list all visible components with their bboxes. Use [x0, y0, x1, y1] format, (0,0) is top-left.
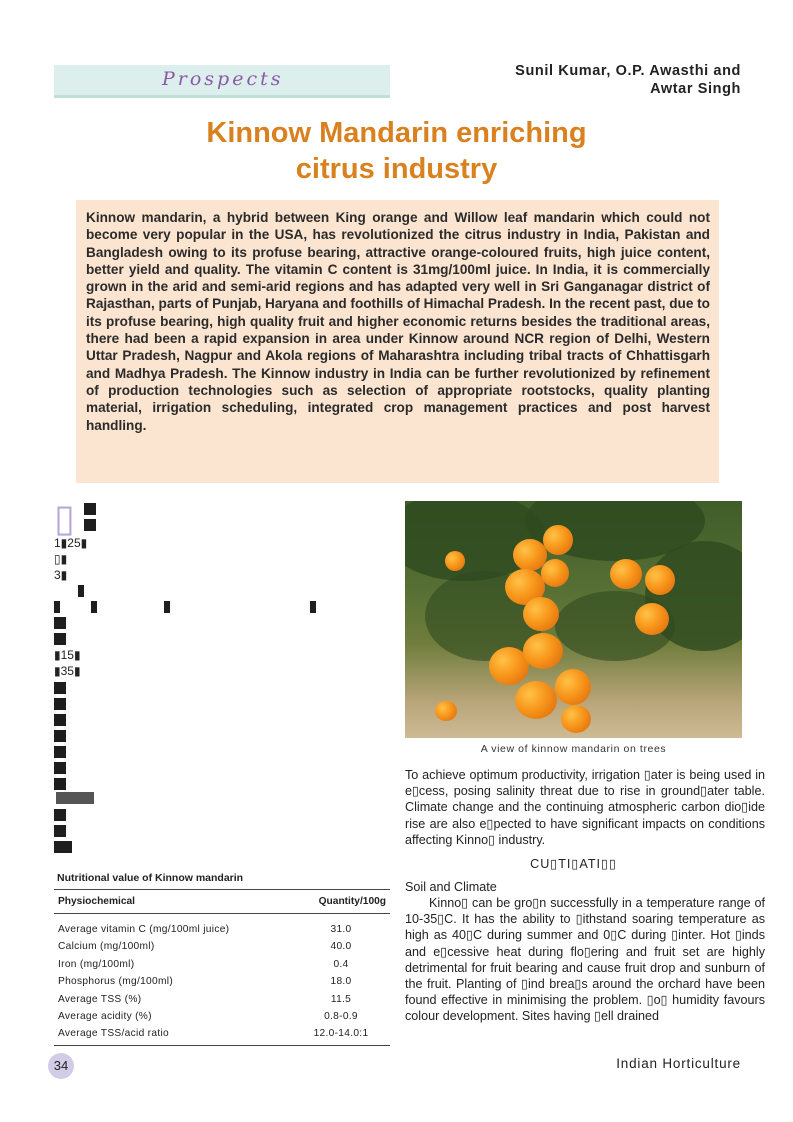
table-row — [54, 1025, 390, 1046]
section-label: Prospects — [162, 68, 284, 90]
redacted-block — [78, 585, 84, 597]
author-line-2: Awtar Singh — [650, 81, 741, 97]
kinnow-tree-photo — [405, 501, 742, 738]
row-label: Average TSS (%) — [58, 993, 142, 1005]
author-line-1: Sunil Kumar, O.P. Awasthi and — [515, 63, 741, 79]
redacted-block — [54, 714, 66, 726]
article-title — [100, 115, 693, 187]
row-value: 18.0 — [330, 976, 352, 988]
row-value: 11.5 — [330, 993, 352, 1005]
photo-caption: A view of kinnow mandarin on trees — [480, 743, 667, 755]
table-row — [54, 990, 390, 1007]
paragraph-text: To achieve optimum productivity, irrigation ▯ater is being used in e▯cess, posing salinity threat due to rise in ground▯ater table. Climate change and the continuing atmospheric carbon dio▯ide rise are also e▯pected to have significant impacts on conditions affecting Kinno▯ industry. — [405, 768, 765, 847]
title-line-2: citrus industry — [295, 153, 498, 185]
table-row — [54, 914, 390, 939]
body-paragraph-soil-climate — [405, 895, 765, 1025]
row-value: 0.4 — [333, 958, 349, 970]
garbled-text-column — [54, 500, 344, 860]
redacted-block — [54, 730, 66, 742]
redacted-block — [54, 617, 66, 629]
redacted-block — [54, 601, 60, 613]
paragraph-text: Kinno▯ can be gro▯n successfully in a temperature range of 10-35▯C. It has the ability to ▯ithstand soaring temperature as high as 40▯C during summer and 0▯C during ▯inter. Hot ▯inds and e▯cessive heat during flo▯ering and fruit set are highly detrimental for fruit bearing and cause fruit drop and sunburn of the fruit. Planting of ▯ind brea▯s around the orchard have been found effective in minimising the problem. ▯o▯ humidity favours colour development. Sites having ▯ell drained — [405, 896, 765, 1024]
table-row — [54, 973, 390, 990]
redacted-block — [54, 841, 72, 853]
redacted-block — [54, 682, 66, 694]
column-header: Quantity/100g — [292, 890, 390, 914]
table-title: Nutritional value of Kinnow mandarin — [57, 872, 244, 884]
table-row — [54, 1008, 390, 1025]
table-row — [54, 956, 390, 973]
author-byline — [515, 62, 741, 98]
section-tag — [54, 65, 390, 98]
table-row — [54, 938, 390, 955]
garbled-line-4: ▮15▮ — [54, 648, 81, 662]
row-label: Average TSS/acid ratio — [54, 1025, 292, 1046]
abstract-box — [76, 200, 719, 483]
redacted-block — [54, 809, 66, 821]
redacted-block — [54, 762, 66, 774]
abstract-text: Kinnow mandarin, a hybrid between King orange and Willow leaf mandarin which could not become very popular in the USA, has revolutionized the citrus industry in India, Pakistan and Bangladesh owing to its profuse bearing, attractive orange-coloured fruits, high juice content, better yield and quality. The vitamin C content is 31mg/100ml juice. In India, it is commercially grown in the arid and semi-arid regions and has adapted very well in Sri Ganganagar district of Rajasthan, parts of Punjab, Haryana and foothills of Himachal Pradesh. In the recent past, due to its profuse bearing, high quality fruit and higher economic returns besides the traditional areas, there had been a rapid expansion in area under Kinnow around NCR region of Delhi, Western Uttar Pradesh, Nagpur and Akola regions of Maharashtra including tribal tracts of Chhattisgarh and Madhya Pradesh. The Kinnow industry in India can be further revolutionized by refinement of production technologies such as selection of appropriate rootstocks, quality planting material, irrigation scheduling, integrated crop management practices and post harvest handling. — [86, 210, 710, 433]
garbled-line-5: ▮35▮ — [54, 664, 81, 678]
redacted-block — [164, 601, 170, 613]
redacted-block — [54, 825, 66, 837]
row-value: 40.0 — [330, 941, 352, 953]
row-label: Phosphorus (mg/100ml) — [58, 976, 174, 988]
nutrition-table — [54, 889, 390, 1046]
row-label: Average acidity (%) — [58, 1010, 152, 1022]
redacted-block — [54, 746, 66, 758]
title-line-1: Kinnow Mandarin enriching — [206, 117, 587, 149]
column-header: Physiochemical — [54, 890, 292, 914]
redacted-block — [54, 633, 66, 645]
redacted-block — [56, 792, 94, 804]
subheading-soil-climate: Soil and Climate — [405, 880, 497, 894]
row-label: Calcium (mg/100ml) — [58, 941, 155, 953]
redacted-block — [84, 519, 96, 531]
journal-name: Indian Horticulture — [616, 1056, 741, 1071]
redacted-block — [84, 503, 96, 515]
page-number-badge: 34 — [48, 1053, 74, 1079]
drop-cap-glyph: ▯ — [54, 498, 75, 540]
row-value: 12.0-14.0:1 — [292, 1025, 390, 1046]
row-label: Average vitamin C (mg/100ml juice) — [58, 924, 230, 935]
row-label: Iron (mg/100ml) — [58, 958, 135, 970]
row-value: 0.8-0.9 — [324, 1010, 358, 1022]
redacted-block — [91, 601, 97, 613]
garbled-line-2: ▯▮ — [54, 552, 68, 566]
section-heading: CU▯TI▯ATI▯▯ — [530, 857, 617, 871]
table-header-row — [54, 890, 390, 914]
redacted-block — [54, 778, 66, 790]
redacted-block — [54, 698, 66, 710]
redacted-block — [310, 601, 316, 613]
garbled-line-3: 3▮ — [54, 568, 68, 582]
body-paragraph-irrigation — [405, 767, 765, 848]
garbled-line-1: 1▮25▮ — [54, 536, 88, 550]
row-value: 31.0 — [330, 924, 352, 935]
